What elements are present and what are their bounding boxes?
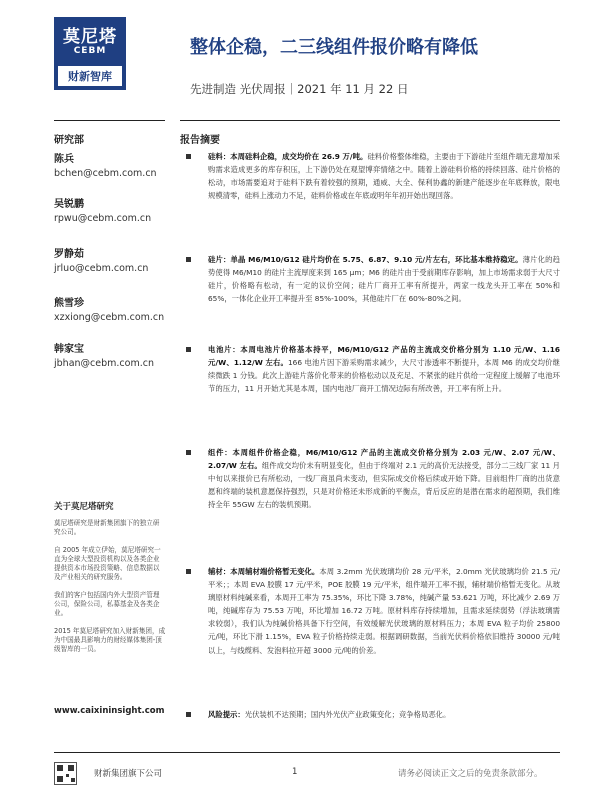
footer-disclaimer: 请务必阅读正文之后的免责条款部分。 — [398, 769, 543, 779]
bullet-body: 组件成交均价未有明显变化，但由于终端对 2.1 元的高价无法接受，部分二三线厂家 11 月中旬以来报价已有所松动，一线厂商虽尚未变动，但实际成交价格后续或开始下降。目前组件厂商的出货意愿和终端的装机意愿保持强烈，只是对价格还未形成新的平衡点，背后反应的是潜在需求的超预期，我们维持全年 55GW 左右的装机预期。 — [208, 461, 560, 510]
report-subtitle: 先进制造 光伏周报｜2021 年 11 月 22 日 — [190, 82, 409, 96]
analyst-email[interactable]: xzxiong@cebm.com.cn — [54, 312, 165, 323]
report-title: 整体企稳，二三线组件报价略有降低 — [190, 37, 478, 58]
analyst-card — [54, 340, 174, 369]
bullet-marker — [186, 712, 191, 717]
bullet-lead: 辅材：本周辅材端价格暂无变化。 — [208, 567, 320, 576]
bullet-marker — [186, 450, 191, 455]
bullet-marker — [186, 154, 191, 159]
research-dept-heading: 研究部 — [54, 135, 84, 146]
bullet-body: 本周 3.2mm 光伏玻璃均价 28 元/平米，2.0mm 光伏玻璃均价 21.5 元/平米；；本周 EVA 胶膜 17 元/平米，POE 胶膜 19 元/平米，组件端开工率不振，辅材端价格暂无变化。从玻璃原材料纯碱来看，本周开工率为 75.35%，环比下降 3.78%，纯碱产量 53.621 万吨，环比减少 2.69 万吨，纯碱库存为 75.53 万吨，环比增加 16.72 万吨。原材料库存持续增加，且需求延续弱势（浮法玻璃需求较弱），我们认为纯碱价格具备下行空间，有效缓解光伏玻璃的原材料压力；本周 EVA 粒子均价 25800 元/吨，环比下滑 1.15%，EVA 粒子价格持续走弱。根据调研数据，当前光伏料价格依旧维持 30000 元/吨以上，与线缆料、发泡料拉开超 3000 元/吨的价差。 — [208, 567, 560, 655]
bullet-lead: 风险提示： — [208, 710, 245, 719]
analyst-email[interactable]: bchen@cebm.com.cn — [54, 168, 157, 179]
bullet-body: 光伏装机不达预期；国内外光伏产业政策变化；竞争格局恶化。 — [244, 710, 451, 719]
summary-bullets — [180, 150, 560, 721]
bullet-marker — [186, 257, 191, 262]
analyst-name: 罗静茹 — [54, 249, 84, 260]
bullet-lead: 硅料：本周硅料企稳，成交均价在 26.9 万/吨。 — [208, 152, 368, 161]
about-heading: 关于莫尼塔研究 — [54, 502, 114, 512]
analyst-card — [54, 150, 174, 179]
summary-bullet — [180, 446, 560, 565]
footer-company: 财新集团旗下公司 — [94, 769, 163, 779]
analyst-name: 吴锐鹏 — [54, 199, 84, 210]
summary-bullet — [180, 150, 560, 253]
bullet-lead: 组件：本周组件价格企稳，M6/M10/G12 产品的主流成交价格分别为 2.03 元/W、2.07 元/W、2.07/W 左右。 — [208, 448, 560, 471]
qr-code-icon — [54, 762, 77, 785]
bullet-lead: 硅片：单晶 M6/M10/G12 硅片均价在 5.75、6.87、9.10 元/片左右，环比基本维持稳定。 — [208, 255, 523, 264]
logo-subtitle: 财新智库 — [68, 70, 112, 83]
about-paragraph: 自 2005 年成立伊始，莫尼塔研究一直为全球大型投资机构以及各类企业提供资本市场投资策略、信息数据以及产业相关的研究服务。 — [54, 546, 161, 581]
website-link[interactable]: www.caixininsight.com — [54, 706, 165, 716]
analyst-name: 熊雪珍 — [54, 298, 84, 309]
analyst-card — [54, 245, 174, 274]
bullet-marker — [186, 347, 191, 352]
about-paragraph: 莫尼塔研究是财新集团旗下的独立研究公司。 — [54, 519, 160, 536]
bullet-lead: 电池片：本周电池片价格基本持平，M6/M10/G12 产品的主流成交价格分别为 1.10 元/W、1.16 元/W、1.12/W 左右。 — [208, 345, 560, 368]
logo-english-name: CEBM — [73, 46, 107, 56]
about-section — [54, 500, 166, 663]
summary-divider — [180, 120, 560, 121]
about-paragraph: 2015 年莫尼塔研究加入财新集团，成为中国最具影响力的财经媒体集团-顶级智库的一员。 — [54, 627, 166, 653]
bullet-body: 硅料价格整体维稳，主要由于下游硅片至组件端无意增加采购需求造成更多的库存积压，上下游仍处在观望博弈情绪之中。随着上游硅料价格的持续回落、硅片价格的松动，市场需要追对于硅料下跌有着较强的预期，通威、大全、保利协鑫的新建产能逐步在年底释放，限电规模清零，硅料上涨动力不足，硅料价格或在年底或明年年初开始出现回落。 — [208, 152, 560, 201]
summary-heading: 报告摘要 — [180, 135, 220, 146]
logo-chinese-name: 莫尼塔 — [63, 27, 117, 47]
bullet-marker — [186, 569, 191, 574]
analyst-card — [54, 195, 174, 224]
footer-divider — [54, 752, 560, 753]
sidebar-divider — [54, 120, 165, 121]
analyst-email[interactable]: jbhan@cebm.com.cn — [54, 358, 154, 369]
analyst-email[interactable]: jrluo@cebm.com.cn — [54, 263, 149, 274]
about-paragraph: 我们的客户包括国内外大型资产管理公司，保险公司，私募基金及各类企业。 — [54, 591, 160, 617]
page-number: 1 — [292, 767, 298, 777]
summary-bullet — [180, 565, 560, 708]
analyst-email[interactable]: rpwu@cebm.com.cn — [54, 213, 152, 224]
summary-bullet — [180, 253, 560, 343]
bullet-body: 薄片化的趋势使得 M6/M10 的硅片主流厚度来到 165 μm；M6 的硅片由于受前期库存影响，加上市场需求弱于大尺寸硅片，价格略有松动，有一定的议价空间；硅片厂商开工率有所提升，两家一线龙头开工率在 50%和 65%，一体化企业开工率提升至 85%-100%，其他硅片厂在 60%-80%之间。 — [208, 255, 560, 304]
cebm-logo — [54, 17, 126, 90]
bullet-body: 166 电池片因下游采购需求减少，大尺寸渗透率不断提升，本周 M6 的成交均价继续微跌 1 分钱。此次上游硅片落价化带来的价格松动以及充足、不紧张的硅片供给一定程度上缓解了电池环节的压力，11 月开始尤其是本周，国内电池厂商开工情况边际有所改善，开工率有所上升。 — [208, 358, 560, 394]
summary-bullet — [180, 708, 560, 721]
summary-bullet — [180, 343, 560, 446]
analyst-card — [54, 294, 174, 323]
analyst-name: 陈兵 — [54, 154, 74, 165]
analyst-name: 韩家宝 — [54, 344, 84, 355]
